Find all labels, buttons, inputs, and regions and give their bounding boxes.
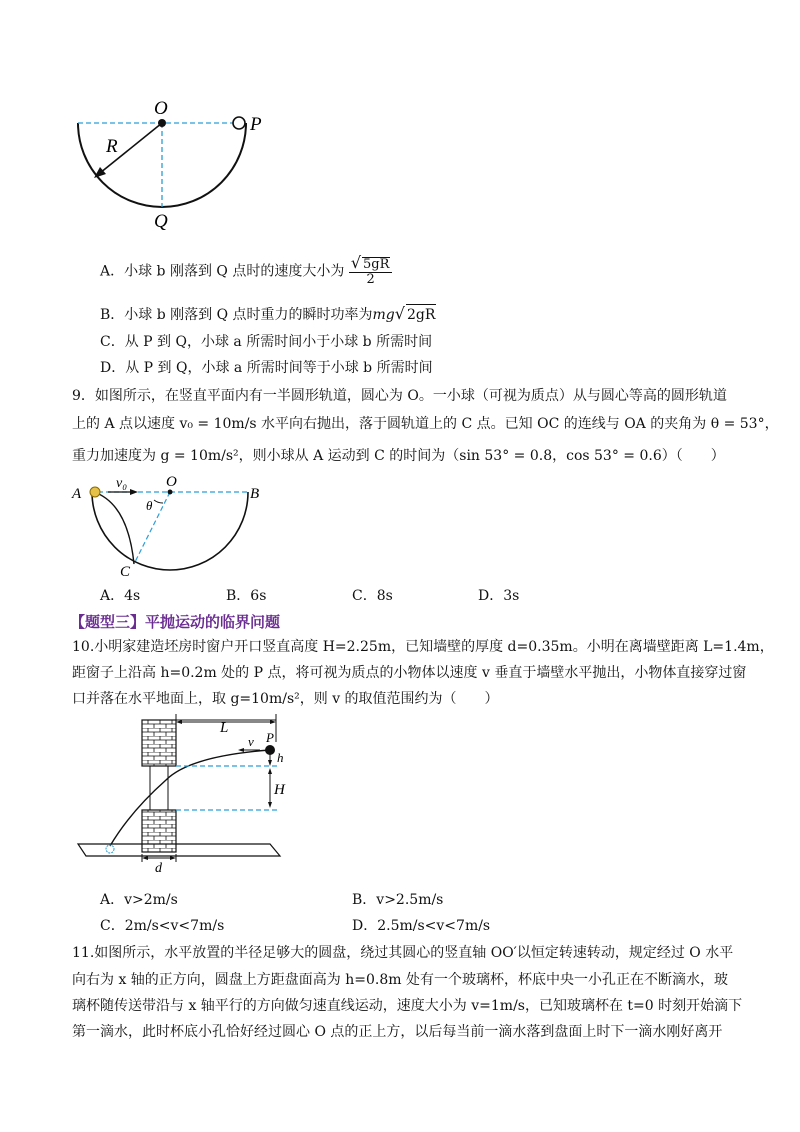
object-at-p	[265, 745, 275, 755]
q10-option-a: A．v>2m/s	[100, 892, 178, 908]
q8-option-b-text: B．小球 b 刚落到 Q 点时重力的瞬时功率为	[100, 307, 373, 323]
label-r: R	[106, 136, 118, 157]
q9-ball-a	[90, 487, 100, 497]
q9-label-v0: v₀	[116, 476, 128, 491]
window-h-arrow-bottom	[268, 802, 272, 808]
q8-option-a	[100, 253, 392, 287]
q9-angle-arc	[154, 500, 163, 503]
lower-wall	[142, 810, 176, 852]
window-h-arrow-top	[268, 768, 272, 774]
label-q: Q	[154, 211, 168, 232]
l-arrow-right	[270, 720, 276, 724]
q8-option-d: D．从 P 到 Q，小球 a 所需时间等于小球 b 所需时间	[100, 360, 433, 376]
q8-option-a-text: A．小球 b 刚落到 Q 点时的速度大小为	[100, 263, 345, 280]
q10-line-3: 口并落在水平地面上，取 g=10m/s²，则 v 的取值范围约为（ ）	[72, 691, 499, 707]
option-a-fraction: $\frac{√ 5gR}{2}$	[349, 256, 393, 287]
q9-velocity-arrowhead	[130, 489, 138, 495]
label-l: L	[220, 720, 229, 736]
q8-option-b: B．小球 b 刚落到 Q 点时重力的瞬时功率为mg√ 2gR	[100, 304, 436, 323]
label-p-q10: P	[266, 730, 274, 745]
q9-label-b: B	[250, 486, 260, 502]
q9-label-theta: θ	[146, 498, 153, 513]
q9-line-1: 9．如图所示，在竖直平面内有一半圆形轨道，圆心为 O。一小球（可视为质点）从与圆心等高的圆形轨道	[72, 388, 727, 404]
option-a-radicand: 5gR	[363, 257, 390, 272]
v-arrowhead	[238, 748, 244, 752]
option-a-denominator: 2	[366, 272, 375, 287]
q10-option-d: D．2.5m/s<v<7m/s	[352, 918, 491, 934]
label-o: O	[154, 98, 168, 119]
label-v: v	[248, 734, 254, 749]
q10-option-b: B．v>2.5m/s	[352, 892, 444, 908]
q9-center-point	[168, 490, 173, 495]
q10-option-c: C．2m/s<v<7m/s	[100, 918, 225, 934]
upper-wall	[142, 720, 176, 766]
q9-line-3: 重力加速度为 g = 10m/s²，则小球从 A 运动到 C 的时间为（sin 53° = 0.8，cos 53° = 0.6）（ ）	[72, 448, 725, 464]
label-d: d	[155, 861, 162, 872]
option-b-radicand: 2gR	[406, 304, 436, 325]
ball-p	[233, 117, 245, 129]
h-arrow	[268, 760, 272, 766]
label-p: P	[250, 114, 262, 135]
l-arrow-left	[176, 720, 182, 724]
section-title: 【题型三】平抛运动的临界问题	[70, 613, 281, 631]
q9-option-d: D．3s	[478, 588, 520, 604]
q8-option-c: C．从 P 到 Q，小球 a 所需时间小于小球 b 所需时间	[100, 334, 433, 350]
q9-semicircle-track	[92, 492, 248, 570]
q11-line-3: 璃杯随传送带沿与 x 轴平行的方向做匀速直线运动，速度大小为 v=1m/s，已知玻璃杯在 t=0 时刻开始滴下	[72, 998, 743, 1014]
q9-option-c: C．8s	[352, 588, 393, 604]
semicircle-figure-q8	[60, 95, 290, 235]
trajectory	[110, 750, 270, 846]
q9-option-b: B．6s	[226, 588, 267, 604]
q11-line-4: 第一滴水，此时杯底小孔恰好经过圆心 O 点的正上方，以后每当前一滴水落到盘面上时下一滴水刚好离开	[72, 1024, 723, 1040]
q9-line-2: 上的 A 点以速度 v₀ = 10m/s 水平向右抛出，落于圆轨道上的 C 点。已知 OC 的连线与 OA 的夹角为 θ = 53°，	[72, 416, 779, 432]
q9-label-c: C	[120, 564, 131, 580]
center-point	[158, 119, 166, 127]
label-h-large: H	[274, 782, 285, 798]
q9-label-o: O	[166, 474, 177, 490]
semicircle-figure-q9	[68, 470, 278, 580]
label-h-small: h	[277, 750, 284, 765]
q11-line-2: 向右为 x 轴的正方向，圆盘上方距盘面高为 h=0.8m 处有一个玻璃杯，杯底中央一小孔正在不断滴水，玻	[72, 972, 728, 988]
q9-option-a: A．4s	[100, 588, 141, 604]
landing-point	[106, 845, 114, 853]
option-b-mg: mg	[372, 307, 395, 323]
q10-line-1: 10.小明家建造坯房时窗户开口竖直高度 H=2.25m，已知墙壁的厚度 d=0.35m。小明在离墙壁距离 L=1.4m，	[72, 639, 774, 655]
q10-line-2: 距窗子上沿高 h=0.2m 处的 P 点，将可视为质点的小物体以速度 v 垂直于墙壁水平抛出，小物体直接穿过窗	[72, 665, 747, 681]
q9-label-a: A	[72, 486, 82, 502]
q11-line-1: 11.如图所示，水平放置的半径足够大的圆盘，绕过其圆心的竖直轴 OO′以恒定转速转动，规定经过 O 水平	[72, 945, 734, 961]
wall-window-figure-q10	[70, 712, 300, 872]
